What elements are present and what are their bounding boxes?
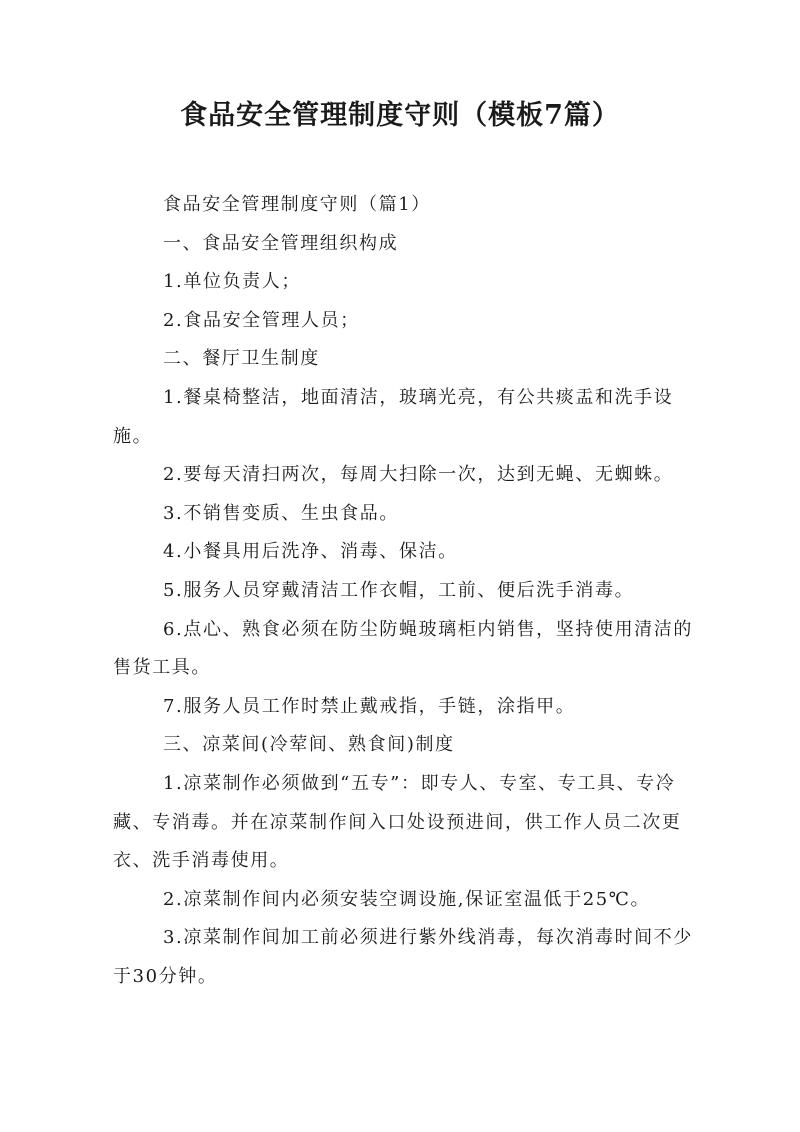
list-item: 4.小餐具用后洗净、消毒、保洁。	[163, 541, 458, 563]
list-item: 1.单位负责人；	[163, 271, 301, 293]
list-item: 7.服务人员工作时禁止戴戒指，手链，涂指甲。	[163, 695, 576, 717]
list-item: 3.凉菜制作间加工前必须进行紫外线消毒，每次消毒时间不少于30分钟。	[113, 927, 693, 987]
list-item: 1.凉菜制作必须做到“五专”：即专人、专室、专工具、专冷藏、专消毒。并在凉菜制作间入口处设预进间，供工作人员二次更衣、洗手消毒使用。	[113, 772, 682, 872]
section-heading-organization: 一、食品安全管理组织构成	[163, 232, 399, 254]
section-heading-part-1: 食品安全管理制度守则（篇1）	[163, 194, 431, 215]
list-item: 3.不销售变质、生虫食品。	[163, 502, 399, 524]
list-item: 6.点心、熟食必须在防尘防蝇玻璃柜内销售，坚持使用清洁的售货工具。	[113, 618, 693, 679]
section-heading-cold-dish-room: 三、凉菜间(冷荤间、熟食间)制度	[163, 734, 455, 756]
list-item: 1.餐桌椅整洁，地面清洁，玻璃光亮，有公共痰盂和洗手设施。	[113, 386, 674, 447]
document-title: 食品安全管理制度守则（模板7篇）	[180, 100, 620, 131]
list-item: 2.食品安全管理人员；	[163, 309, 360, 331]
list-item: 2.凉菜制作间内必须安装空调设施,保证室温低于25℃。	[163, 888, 651, 910]
document-body	[113, 186, 705, 996]
section-heading-restaurant-hygiene: 二、餐厅卫生制度	[163, 348, 320, 370]
list-item: 2.要每天清扫两次，每周大扫除一次，达到无蝇、无蜘蛛。	[163, 464, 674, 486]
list-item: 5.服务人员穿戴清洁工作衣帽，工前、便后洗手消毒。	[163, 579, 635, 601]
